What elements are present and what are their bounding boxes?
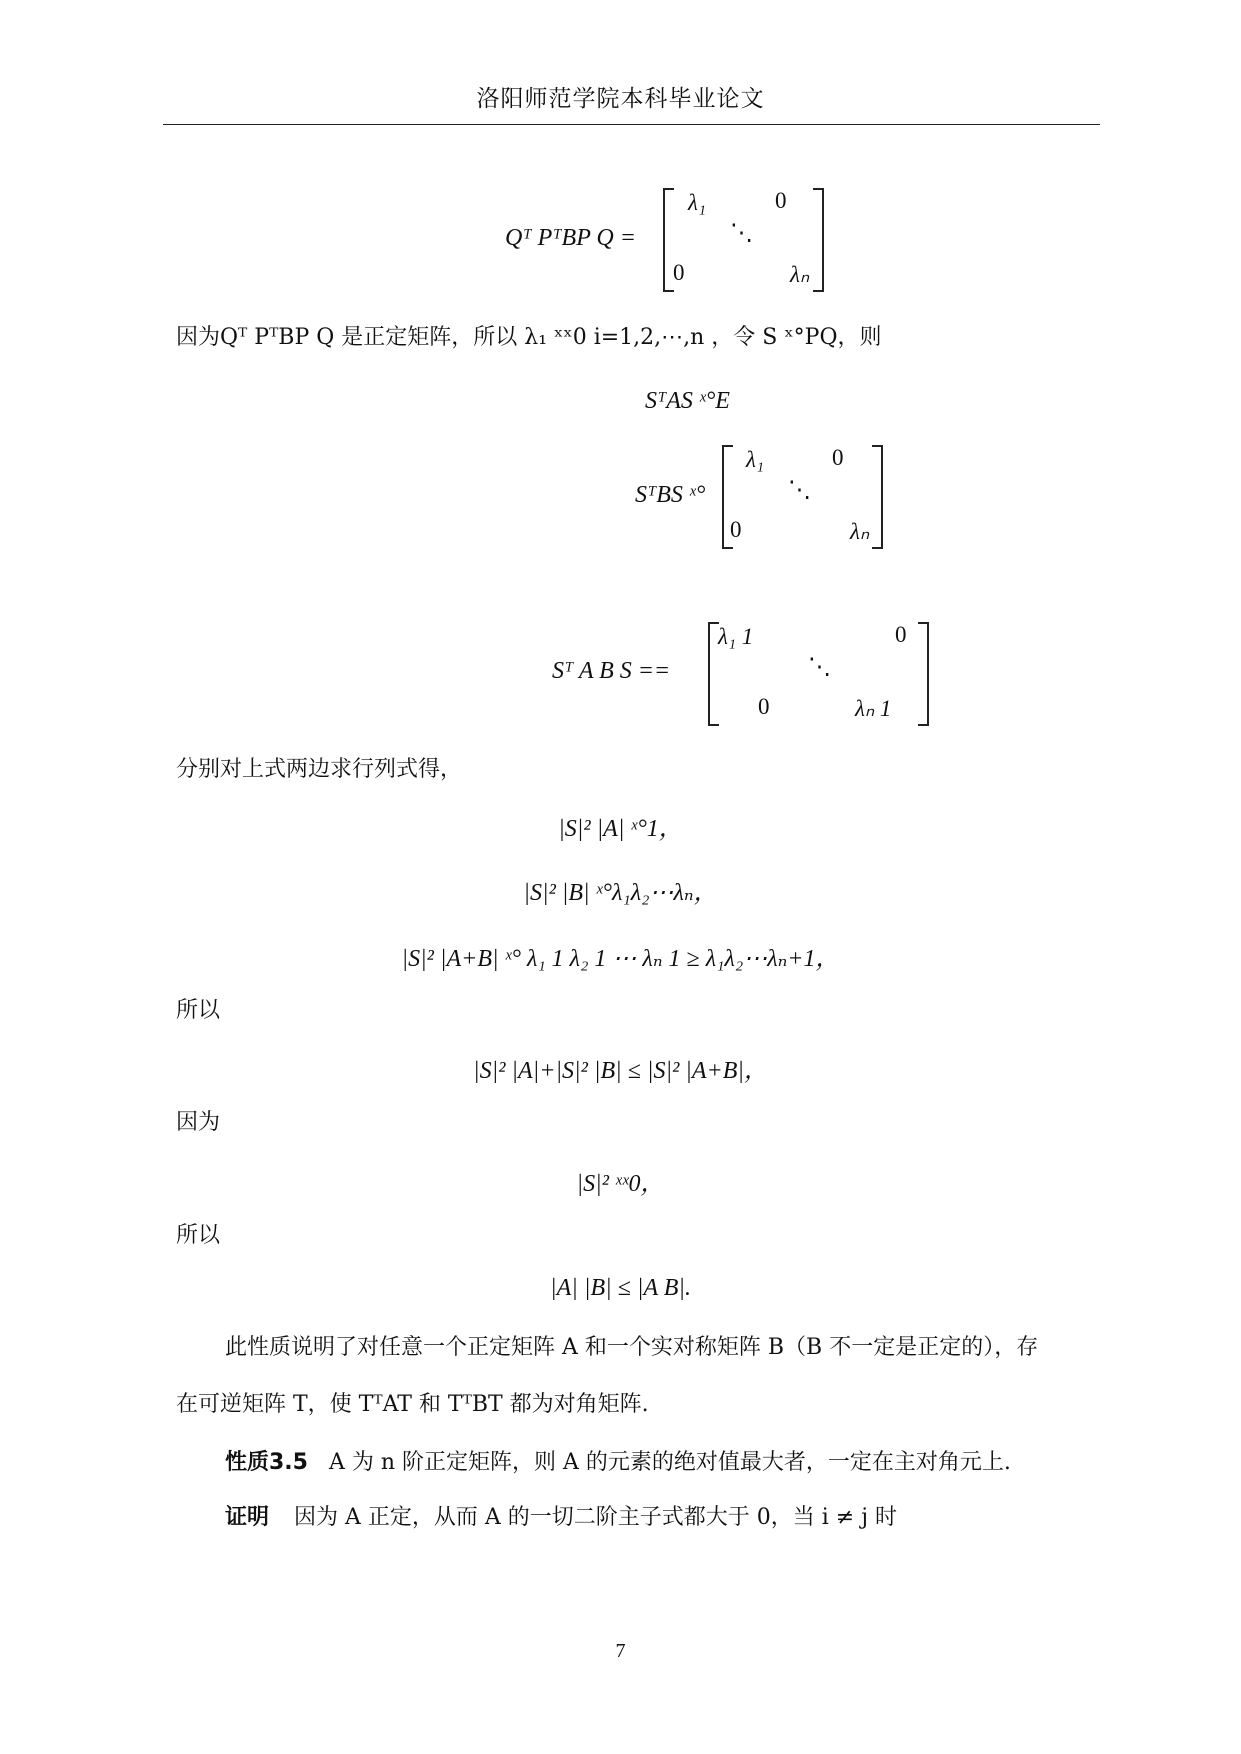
matrix2-label: SᵀBS ˣ° xyxy=(635,482,706,508)
matrix1-dots: ⋱ xyxy=(730,220,753,245)
paragraph-so-1: 所以 xyxy=(176,998,221,1023)
page-number: 7 xyxy=(615,1640,626,1662)
matrix2-entry-a11: λ₁ xyxy=(746,447,764,472)
proof-text: 因为 A 正定，从而 A 的一切二阶主子式都大于 0，当 i ≠ j 时 xyxy=(294,1505,898,1530)
matrix2-entry-a12: 0 xyxy=(832,445,844,470)
paragraph-so-2: 所以 xyxy=(176,1223,221,1248)
matrix3-entry-a21: 0 xyxy=(758,694,770,719)
matrix2-entry-a21: 0 xyxy=(730,517,742,542)
matrix1-entry-a12: 0 xyxy=(775,188,787,213)
paragraph-determinants: 分别对上式两边求行列式得， xyxy=(176,757,463,782)
equation-sum-inequality: |S|² |A|+|S|² |B| ≤ |S|² |A+B|， xyxy=(473,1058,768,1084)
matrix1-label: Qᵀ PᵀBP Q = xyxy=(505,225,636,251)
matrix1-right-bracket xyxy=(813,188,824,292)
paragraph-positive-definite: 因为Qᵀ PᵀBP Q 是正定矩阵，所以 λ₁ ˣˣ0 i=1,2,⋯,n ，令 S ˣ°PQ，则 xyxy=(176,325,882,350)
equation-final-inequality: |A| |B| ≤ |A B|. xyxy=(550,1275,691,1301)
matrix1-entry-a22: λₙ xyxy=(790,262,810,287)
header-rule xyxy=(163,124,1100,125)
matrix3-label: Sᵀ A B S == xyxy=(552,658,671,684)
equation-det-apb: |S|² |A+B| ˣ° λ₁ 1 λ₂ 1 ⋯ λₙ 1 ≥ λ₁λ₂⋯λₙ+1， xyxy=(401,946,840,972)
matrix1-entry-a11: λ₁ xyxy=(688,190,706,215)
equation-det-b: |S|² |B| ˣ°λ₁λ₂⋯λₙ， xyxy=(523,880,718,906)
paragraph-because: 因为 xyxy=(176,1110,221,1135)
matrix2-entry-a22: λₙ xyxy=(850,519,870,544)
matrix3-entry-a12: 0 xyxy=(895,622,907,647)
property-text: A 为 n 阶正定矩阵，则 A 的元素的绝对值最大者，一定在主对角元上. xyxy=(328,1450,1011,1475)
paragraph-property-remark-line2: 在可逆矩阵 T，使 TᵀAT 和 TᵀBT 都为对角矩阵. xyxy=(176,1392,649,1417)
paragraph-property-remark-line1: 此性质说明了对任意一个正定矩阵 A 和一个实对称矩阵 B（B 不一定是正定的），存 xyxy=(225,1335,1039,1360)
proof-label: 证明 xyxy=(225,1505,270,1530)
matrix3-right-bracket xyxy=(918,622,929,726)
matrix2-right-bracket xyxy=(872,445,883,549)
matrix2-dots: ⋱ xyxy=(788,477,811,502)
matrix3-entry-a11: λ₁ 1 xyxy=(718,624,754,649)
property-statement xyxy=(225,1445,1011,1476)
equation-det-a: |S|² |A| ˣ°1， xyxy=(558,816,683,842)
equation-s-positive: |S|² ˣˣ0， xyxy=(576,1171,665,1197)
matrix1-entry-a21: 0 xyxy=(673,260,685,285)
proof-statement xyxy=(225,1500,897,1531)
page-header-title: 洛阳师范学院本科毕业论文 xyxy=(476,86,765,112)
equation-stas: SᵀAS ˣ°E xyxy=(645,388,730,414)
matrix3-dots: ⋱ xyxy=(808,654,831,679)
property-label: 性质3.5 xyxy=(225,1450,308,1475)
matrix3-entry-a22: λₙ 1 xyxy=(855,696,892,721)
